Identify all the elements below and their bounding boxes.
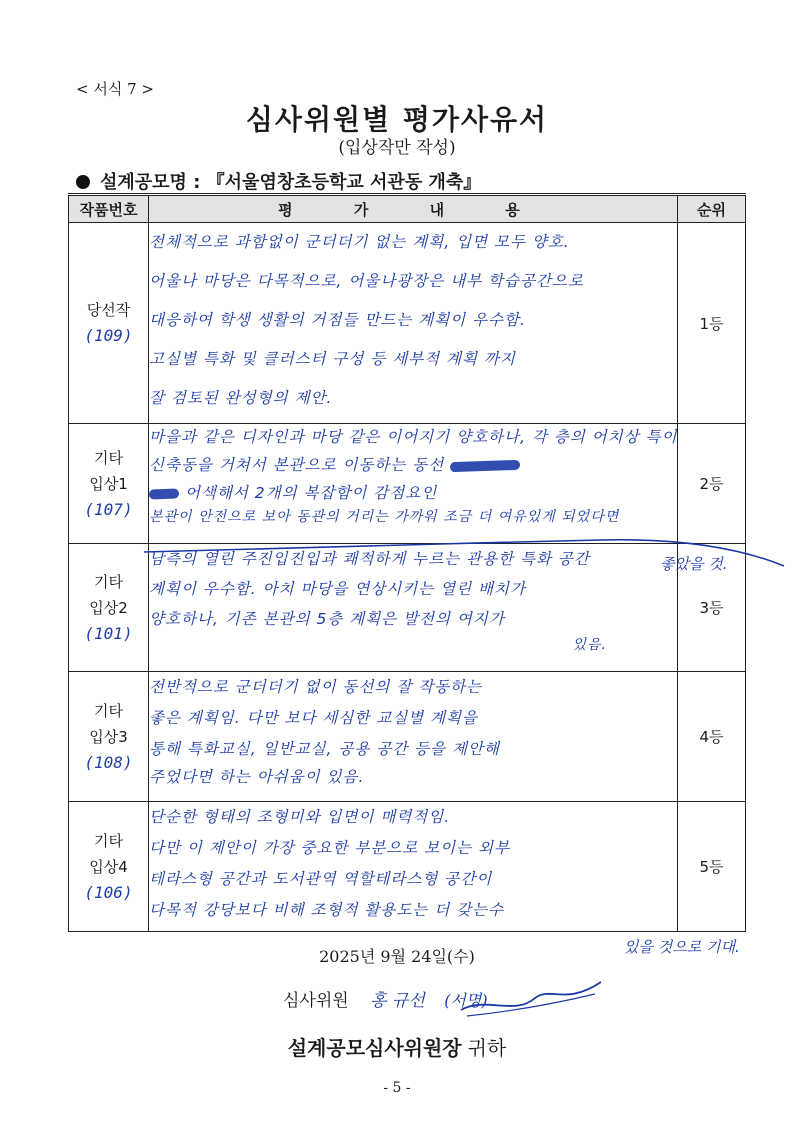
evaluation-line: 남측의 열린 주진입진입과 쾌적하게 누르는 관용한 특화 공간 (149, 550, 590, 568)
rank-cell: 5등 (678, 802, 746, 932)
entry-number: (106) (84, 882, 133, 902)
evaluation-line: 주었다면 하는 아쉬움이 있음. (149, 768, 365, 786)
evaluation-line: 있음. (572, 637, 607, 653)
evaluation-cell (149, 424, 678, 544)
form-number: < 서식 7 > (76, 80, 154, 98)
evaluation-line: 마을과 같은 디자인과 마당 같은 이어지기 양호하나, 각 층의 어치상 특이 (149, 428, 677, 446)
project-label: 설계공모명 : 『서울염창초등학교 서관동 개축』 (100, 172, 482, 193)
evaluation-line (149, 480, 677, 506)
strikeout-scribble (149, 488, 179, 499)
header-entry-number: 작품번호 (69, 195, 149, 223)
evaluation-line-text: 신축동을 거쳐서 본관으로 이동하는 동선 (149, 456, 445, 474)
evaluation-line: 다만 이 제안이 가장 중요한 부분으로 보이는 외부 (149, 839, 510, 857)
signature-mark (455, 976, 605, 1020)
addressee-suffix: 귀하 (467, 1036, 507, 1060)
evaluation-line: 다목적 강당보다 비해 조형적 활용도는 더 갖는수 (149, 901, 505, 919)
evaluation-line: 계획이 우수함. 아치 마당을 연상시키는 열린 배치가 (149, 580, 526, 598)
header-evaluation-content: 평 가 내 용 (149, 195, 678, 223)
rank-cell: 4등 (678, 672, 746, 802)
evaluation-line-text: 어색해서 2개의 복잡함이 감점요인 (184, 484, 438, 502)
entry-title: 기타 입상2 (89, 572, 128, 617)
entry-cell (69, 802, 149, 932)
entry-title: 기타 입상4 (89, 831, 128, 876)
rank-cell: 3등 (678, 544, 746, 672)
entry-title: 기타 입상1 (89, 448, 128, 493)
evaluation-line: 잘 검토된 완성형의 제안. (149, 389, 333, 407)
judge-label: 심사위원 (283, 991, 349, 1011)
evaluation-cell (149, 672, 678, 802)
entry-number: (101) (84, 623, 133, 643)
evaluation-line: 양호하나, 기존 본관의 5층 계획은 발전의 여지가 (149, 610, 505, 628)
entry-cell (69, 223, 149, 424)
entry-cell (69, 424, 149, 544)
evaluation-line: 본관이 안전으로 보아 동관의 거리는 가까워 조금 더 여유있게 되었다면 (149, 509, 620, 525)
evaluation-cell (149, 223, 678, 424)
evaluation-line: 어울나 마당은 다목적으로, 어울나광장은 내부 학습공간으로 (149, 272, 584, 290)
entry-cell (69, 544, 149, 672)
entry-title: 당선작 (86, 301, 131, 319)
overflow-note-row5: 있을 것으로 기대. (624, 938, 740, 956)
entry-title: 기타 입상3 (89, 701, 128, 746)
addressee-title: 설계공모심사위원장 (287, 1036, 462, 1060)
entry-number: (108) (84, 752, 133, 772)
evaluation-line: 전반적으로 군더더기 없이 동선의 잘 작동하는 (149, 678, 483, 696)
overflow-note-row2: 좋았을 것. (660, 555, 728, 573)
bullet-icon (76, 175, 90, 189)
evaluation-line (149, 450, 677, 480)
entry-number: (107) (84, 499, 133, 519)
entry-cell (69, 672, 149, 802)
page-number: - 5 - (383, 1080, 411, 1096)
judge-seal: (서명) (444, 991, 488, 1010)
judge-name: 홍 규선 (370, 991, 425, 1011)
evaluation-cell (149, 802, 678, 932)
project-name (76, 168, 481, 194)
table-row (69, 802, 746, 932)
entry-number: (109) (84, 326, 133, 345)
evaluation-line: 단순한 형태의 조형미와 입면이 매력적임. (149, 808, 451, 826)
evaluation-line: 고실별 특화 및 클러스터 구성 등 세부적 계획 까지 (149, 350, 516, 368)
document-date: 2025년 9월 24일(수) (319, 947, 475, 966)
evaluation-line: 좋은 계획임. 다만 보다 세심한 교실별 계획을 (149, 709, 479, 727)
rank-cell: 1등 (678, 223, 746, 424)
evaluation-line: 통해 특화교실, 일반교실, 공용 공간 등을 제안해 (149, 740, 500, 758)
header-rank: 순위 (678, 195, 746, 223)
evaluation-line: 전체적으로 과함없이 군더더기 없는 계획, 입면 모두 양호. (149, 233, 570, 251)
strikeout-scribble (450, 459, 520, 471)
table-row (69, 223, 746, 424)
table-header-row (69, 195, 746, 223)
rank-cell: 2등 (678, 424, 746, 544)
evaluation-line: 대응하여 학생 생활의 거점들 만드는 계획이 우수함. (149, 311, 526, 329)
table-row (69, 424, 746, 544)
addressee (0, 1032, 794, 1061)
evaluation-line: 테라스형 공간과 도서관역 역할테라스형 공간이 (149, 870, 493, 888)
document-title: 심사위원별 평가사유서 (245, 103, 549, 136)
document-subtitle: (입상작만 작성) (338, 138, 456, 158)
handwritten-underline (140, 538, 790, 572)
table-row (69, 672, 746, 802)
